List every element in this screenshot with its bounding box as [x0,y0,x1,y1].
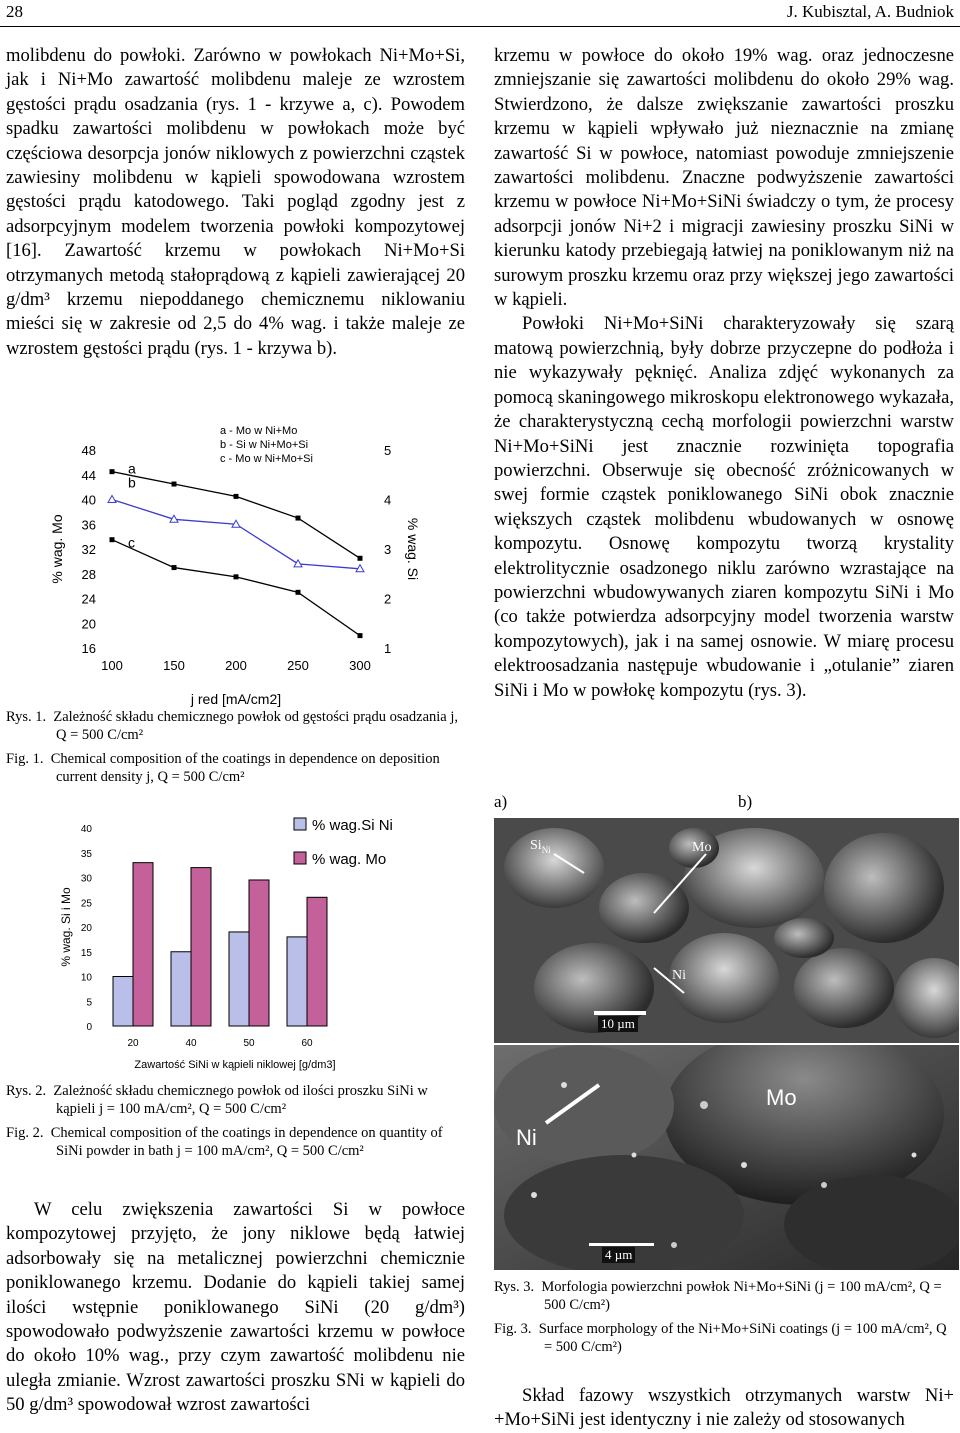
micrograph-b-texture [494,1045,959,1270]
curve-label: a [128,460,136,477]
scale-bar-label: 10 µm [598,1016,638,1032]
y-tick-label: 5 [86,997,92,1009]
series-line [112,472,360,559]
bar [287,937,307,1026]
y-tick-label: 32 [81,542,96,557]
bar [113,977,133,1027]
header-rule [0,26,960,27]
figure-2-chart [50,808,460,1078]
legend-entry: a - Mo w Ni+Mo [220,425,298,437]
x-tick-label: 200 [225,658,247,673]
y-tick-label: 16 [81,641,96,656]
figure-1-chart [30,412,440,707]
running-authors: J. Kubisztal, A. Budniok [786,2,954,21]
figure-3a-label: a) [494,792,508,811]
legend-entry: b - Si w Ni+Mo+Si [220,439,309,451]
y-tick-label: 20 [81,616,96,632]
y-axis-label: % wag. Si i Mo [59,887,73,967]
left-bottom-text [6,1198,465,1418]
page-number: 28 [6,2,23,21]
x-tick-label: 60 [301,1038,313,1049]
bar [229,932,249,1026]
bar [307,897,327,1026]
y2-axis-label: % wag. Si [405,517,421,581]
x-tick-label: 250 [287,658,309,673]
data-point [358,633,363,638]
y-tick-label: 20 [80,923,92,934]
micrograph-a-texture [494,818,959,1043]
x-tick-label: 100 [101,658,123,673]
y-axis-label: % wag. Mo [49,514,65,584]
legend-entry: % wag.Si Ni [312,817,393,834]
y-tick-label: 48 [81,443,96,458]
y2-tick-label: 3 [384,542,392,557]
caption-label: Rys. 2. [6,1083,47,1099]
label-mo: Mo [692,840,712,855]
bar [249,880,269,1026]
caption-text: Zależność składu chemicznego powłok od gęstości prądu osadzania j, Q = 500 C/cm² [53,709,459,743]
x-tick-label: 20 [127,1038,139,1049]
scale-bar-label: 4 µm [602,1247,635,1263]
y2-tick-label: 2 [384,591,392,607]
bar [191,868,211,1026]
x-tick-label: 50 [243,1038,255,1049]
figure-2-caption [6,1082,465,1166]
y-tick-label: 24 [81,591,96,607]
caption-label: Rys. 1. [6,709,47,725]
y-tick-label: 36 [81,517,96,533]
x-tick-label: 40 [185,1038,197,1049]
y2-tick-label: 4 [384,492,392,508]
figure-3-caption [494,1278,954,1362]
y2-tick-label: 5 [384,443,392,458]
page-header [0,0,960,28]
legend-swatch [294,852,306,864]
caption-text: Morfologia powierzchni powłok Ni+Mo+SiNi (j = 100 mA/cm², Q = 500 C/cm²) [541,1279,942,1313]
paragraph: Skład fazowy wszystkich otrzymanych warstw Ni+ +Mo+SiNi jest identyczny i nie zależy od stosowanych [494,1385,954,1431]
bar [133,863,153,1026]
y-tick-label: 40 [81,492,96,508]
caption-text: Surface morphology of the Ni+Mo+SiNi coatings (j = 100 mA/cm², Q = 500 C/cm²) [538,1321,947,1355]
x-tick-label: 150 [163,658,185,673]
y-tick-label: 40 [80,824,92,835]
paragraph: molibdenu do powłoki. Zarówno w powłokach Ni+Mo+Si, jak i Ni+Mo zawartość molibdenu maleje ze wzrostem gęstości prądu osadzania (rys. 1 - krzywe a, c). Powodem spadku zawartości molibdenu w powłokach może być częściowa desorpcja jonów niklowych z powierzchni cząstek zawiesiny molibdenu w kąpieli spowodowana wzrostem gęstości prądu katodowego. Taki pogląd zgodny jest z adsorpcyjnym modelem tworzenia powłoki kompozytowej [16]. Zawartość krzemu w powłokach Ni+Mo+Si otrzymanych metodą stałoprądową z kąpieli zawierającej 20 g/dm³ krzemu niepoddanego chemicznemu niklowaniu mieści się w zakresie od 2,5 do 4% wag. i także maleje ze wzrostem gęstości prądu (rys. 1 - krzywa b). [6,45,465,359]
data-point [108,496,116,503]
data-point [234,494,239,499]
data-point [234,574,239,579]
caption-label: Rys. 3. [494,1279,535,1295]
x-axis-label: j red [mA/cm2] [190,691,282,707]
data-point [294,560,302,567]
label-ni: Ni [672,968,686,983]
caption-text: Chemical composition of the coatings in dependence on quantity of SiNi powder in bath j = 100 mA/cm², Q = 500 C/cm² [50,1125,443,1159]
legend-entry: % wag. Mo [312,851,387,868]
legend-entry: c - Mo w Ni+Mo+Si [220,453,313,465]
data-point [110,469,115,474]
right-bottom-text [494,1384,954,1433]
y-tick-label: 28 [81,566,96,582]
data-point [110,537,115,542]
data-point [296,516,301,521]
caption-label: Fig. 3. [494,1321,532,1337]
y-tick-label: 25 [80,898,92,910]
left-top-text [6,44,465,361]
label-ni: Ni [516,1125,537,1150]
x-tick-label: 300 [349,658,371,673]
right-text [494,44,954,703]
caption-text: Chemical composition of the coatings in dependence on deposition current density j, Q = 500 C/cm² [50,751,440,785]
sem-micrograph-b [494,1045,959,1270]
paragraph: Powłoki Ni+Mo+SiNi charakteryzowały się szarą matową powierzchnią, były dobrze przyczepne do podłoża i nie wykazywały pęknięć. Analiza zdjęć wykonanych za pomocą skaningowego mikroskopu elektronowego wykazała, że charakterystyczną cechą morfologii powierzchni warstw Ni+Mo+SiNi jest znacznie rozwinięta topografia powierzchni. Obserwuje się obecność zróżnicowanych w swej formie cząstek poniklowanego SiNi obok znacznie większych cząstek molibdenu wbudowanych w osnowę kompozytu. Osnowę kompozytu tworzą krystality elektrolitycznie osadzonego niklu zarówno wzrastające na powierzchni wbudowywanych ziaren kompozytu SiNi i Mo (co także potwierdza adsorpcyjny model tworzenia warstw kompozytowych), jak i na samej osnowie. W miarę procesu elektroosadzania następuje wbudowanie i „otulanie” ziaren SiNi i Mo w powłokę kompozytu (rys. 3). [494,313,954,701]
data-point [358,556,363,561]
bar [171,952,191,1026]
paragraph: krzemu w powłoce do około 19% wag. oraz jednoczesne zmniejszanie się zawartości molibdenu do około 29% wag. Stwierdzono, że dalsze zwiększanie zawartości proszku krzemu w kąpieli wpływało już nieznacznie na zmianę zawartość Si w powłoce, natomiast powoduje zmniejszenie zawartości molibdenu. Znaczne podwyższenie zawartości krzemu w powłoce Ni+Mo+SiNi świadczy o tym, że procesy adsorpcji jonów Ni+2 i migracji zawiesiny proszku SiNi w kierunku katody przebiegają łatwiej na poniklowanym niż na surowym proszku krzemu oraz przy większej jego zawartości w kąpieli. [494,45,954,311]
y-tick-label: 15 [80,947,92,959]
y-tick-label: 35 [80,848,92,860]
figure-1-caption [6,708,465,792]
y-tick-label: 0 [86,1022,92,1033]
y2-tick-label: 1 [384,641,392,656]
paragraph: W celu zwiększenia zawartości Si w powłoce kompozytowej przyjęto, że jony niklowe będą łatwiej adsorbowały się na metalicznej powierzchni chemicznie poniklowanego krzemu. Dodanie do kąpieli takiej samej ilości wstępnie poniklowanego SiNi (20 g/dm³) spowodowało podwyższenie zawartości krzemu w powłoce do około 10% wag., przy czym zawartość molibdenu nie uległa zmianie. Wzrost zawartości proszku SNi w kąpieli do 50 g/dm³ spowodował wzrost zawartości [6,1199,465,1416]
figure-3b-label: b) [738,792,753,811]
data-point [296,590,301,595]
caption-label: Fig. 1. [6,751,44,767]
label-mo: Mo [766,1085,797,1110]
curve-label: b [128,474,136,491]
y-tick-label: 44 [81,467,96,483]
series-line [112,540,360,636]
data-point [172,482,177,487]
y-tick-label: 30 [80,873,92,885]
caption-label: Fig. 2. [6,1125,44,1141]
sem-micrograph-a [494,818,959,1043]
label-si: $Si_{Ni}$ [530,838,551,855]
legend-swatch [294,818,306,830]
y-tick-label: 10 [80,972,92,984]
caption-text: Zależność składu chemicznego powłok od ilości proszku SiNi w kąpieli j = 100 mA/cm², Q = 500 C/cm² [53,1083,428,1117]
curve-label: c [128,534,135,551]
data-point [172,565,177,570]
x-axis-label: Zawartość SiNi w kąpieli niklowej [g/dm3] [134,1059,336,1071]
